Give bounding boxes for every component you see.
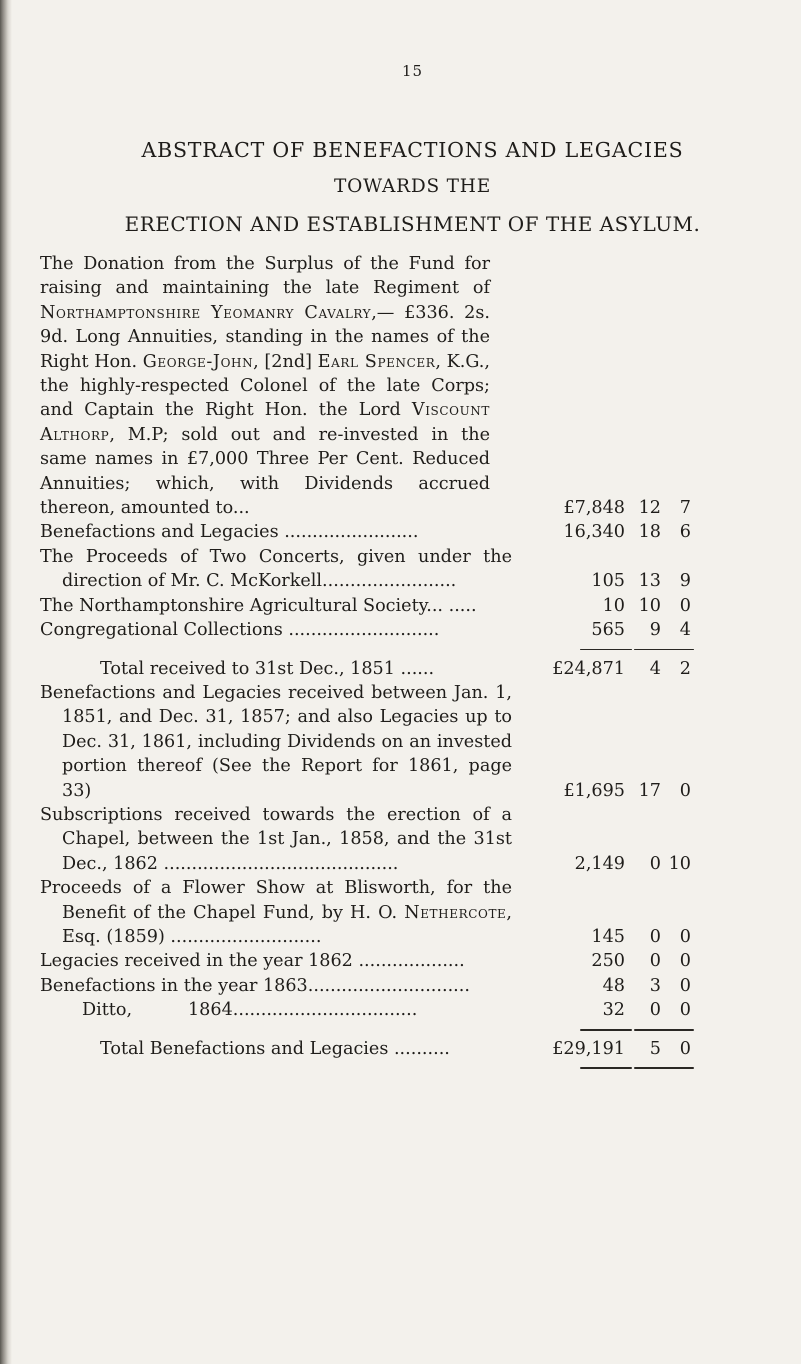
person-name: Earl Spencer [317, 351, 436, 372]
amount-shillings: 18 [638, 522, 661, 543]
ledger-entry-benefactions-1863 [40, 974, 790, 998]
amount-shillings: 0 [649, 1000, 661, 1021]
amount-pounds: 105 [591, 571, 625, 592]
text: The Donation from the Surplus of the Fund for raising and maintaining the late Regiment of [40, 254, 490, 299]
amount-pence: 0 [679, 1038, 691, 1059]
entry-description: Ditto, 1864................................. [82, 1000, 418, 1021]
amount-pence: 0 [679, 595, 691, 616]
amount-shillings: 5 [649, 1038, 661, 1059]
grand-total-rule-bottom [40, 1061, 790, 1075]
amount-pounds: 250 [591, 951, 625, 972]
text: , [2nd] [253, 351, 318, 372]
amount-pence: 0 [679, 975, 691, 996]
amount-shillings: 13 [638, 571, 661, 592]
rule-segment [634, 1067, 694, 1069]
page-number: 15 [401, 62, 424, 80]
amount-pence: 4 [679, 620, 691, 641]
amount-pence: 10 [668, 853, 691, 874]
entry-amount [490, 974, 790, 998]
entry-description: Benefactions in the year 1863............................. [40, 975, 470, 996]
entry-description: Subscriptions received towards the erection of a Chapel, between the 1st Jan., 1858, and the 31st Dec., 1862 .......................................... [40, 804, 512, 874]
amount-pounds: £1,695 [563, 780, 625, 801]
ledger-entry-chapel-subscriptions [40, 803, 790, 876]
amount-pounds: 565 [591, 620, 625, 641]
title-line-1: ABSTRACT OF BENEFACTIONS AND LEGACIES [141, 138, 684, 162]
amount-pence: 0 [679, 1000, 691, 1021]
total-label: Total Benefactions and Legacies .......... [100, 1038, 450, 1059]
amount-pounds: 2,149 [574, 853, 625, 874]
amount-pounds: £7,848 [563, 498, 625, 519]
ledger-total-1851 [40, 657, 790, 681]
amount-pence: 0 [679, 926, 691, 947]
ledger-grand-total [40, 1037, 790, 1061]
document-page [40, 0, 785, 1364]
rule-segment [580, 1029, 632, 1031]
amount-pence: 0 [679, 951, 691, 972]
entry-description: Congregational Collections ........................... [40, 620, 440, 641]
text: , K.G., the highly-respected Colonel of the late Corps; and Captain the Right Hon. the Lord [40, 351, 490, 421]
rule-segment [580, 1067, 632, 1069]
entry-description [40, 252, 490, 520]
ledger-entry-flower-show [40, 876, 790, 949]
grand-total-rule-top [40, 1023, 790, 1037]
text: , Esq. (1859) ........................... [62, 902, 512, 947]
entry-description: Benefactions and Legacies received between Jan. 1, 1851, and Dec. 31, 1857; and also Legacies up to Dec. 31, 1861, including Dividends on an invested portion thereof (See the Report for 1861, page 33) [40, 682, 512, 801]
entry-amount [490, 779, 790, 803]
amount-pounds: 10 [602, 595, 625, 616]
text: Proceeds of a Flower Show at Blisworth, for the Benefit of the Chapel Fund, by H. O. [40, 878, 512, 923]
amount-shillings: 12 [638, 498, 661, 519]
title-line-2: TOWARDS THE [333, 176, 492, 197]
ledger-entry-yeomanry-donation [40, 252, 790, 520]
amount-shillings: 0 [649, 853, 661, 874]
rule-segment [634, 1029, 694, 1031]
entry-description: Benefactions and Legacies ........................ [40, 522, 419, 543]
person-name: George-John [142, 351, 254, 372]
amount-pounds: £24,871 [552, 658, 625, 679]
text: ,— £336. 2s. 9d. Long Annuities, standing in the names of the Right Hon. [40, 302, 490, 372]
amount-shillings: 17 [638, 780, 661, 801]
benefactions-ledger [40, 252, 790, 1075]
page-binding-edge [0, 0, 12, 1364]
amount-shillings: 0 [649, 926, 661, 947]
amount-pounds: 32 [602, 1000, 625, 1021]
amount-pounds: £29,191 [552, 1038, 625, 1059]
entry-amount [490, 998, 790, 1022]
title-line-3: ERECTION AND ESTABLISHMENT OF THE ASYLUM. [124, 212, 701, 236]
entry-description: The Proceeds of Two Concerts, given under the direction of Mr. C. McKorkell........................ [40, 546, 512, 592]
amount-pence: 9 [679, 571, 691, 592]
entry-amount [490, 1037, 790, 1061]
amount-pounds: 16,340 [563, 522, 625, 543]
ledger-entry-benefactions-1851-1857 [40, 681, 790, 803]
entry-description: Legacies received in the year 1862 ................... [40, 951, 465, 972]
amount-shillings: 4 [649, 658, 661, 679]
entry-amount [490, 496, 790, 520]
entry-amount [490, 852, 790, 876]
amount-pence: 6 [679, 522, 691, 543]
entry-amount [490, 925, 790, 949]
amount-shillings: 3 [649, 975, 661, 996]
amount-pence: 2 [679, 658, 691, 679]
ledger-entry-concerts [40, 545, 790, 594]
text: , M.P; sold out and re-invested in the same names in £7,000 Three Per Cent. Reduced Annuities; which, with Dividends accrued thereon, amounted to... [40, 424, 490, 519]
entry-amount [490, 594, 790, 618]
entry-amount [490, 520, 790, 544]
rule-segment [634, 649, 694, 651]
amount-pence: 7 [679, 498, 691, 519]
entry-description [40, 876, 512, 949]
ledger-entry-ditto-1864 [40, 998, 790, 1022]
entry-amount [490, 949, 790, 973]
amount-pounds: 48 [602, 975, 625, 996]
subtotal-rule [40, 643, 790, 657]
entry-amount [490, 618, 790, 642]
ledger-entry-agricultural-society [40, 594, 790, 618]
amount-shillings: 10 [638, 595, 661, 616]
ledger-entry-benefactions [40, 520, 790, 544]
ledger-entry-legacies-1862 [40, 949, 790, 973]
total-label: Total received to 31st Dec., 1851 ...... [100, 658, 435, 679]
amount-shillings: 0 [649, 951, 661, 972]
rule-segment [580, 649, 632, 651]
ledger-entry-congregational [40, 618, 790, 642]
amount-pounds: 145 [591, 926, 625, 947]
amount-shillings: 9 [649, 620, 661, 641]
person-name: Viscount Althorp [40, 400, 490, 445]
entry-amount [490, 569, 790, 593]
regiment-name: Northamptonshire Yeomanry Cavalry [40, 302, 372, 323]
entry-amount [490, 657, 790, 681]
entry-description: The Northamptonshire Agricultural Society... ..... [40, 595, 477, 616]
person-name: Nethercote [404, 902, 507, 923]
amount-pence: 0 [679, 780, 691, 801]
